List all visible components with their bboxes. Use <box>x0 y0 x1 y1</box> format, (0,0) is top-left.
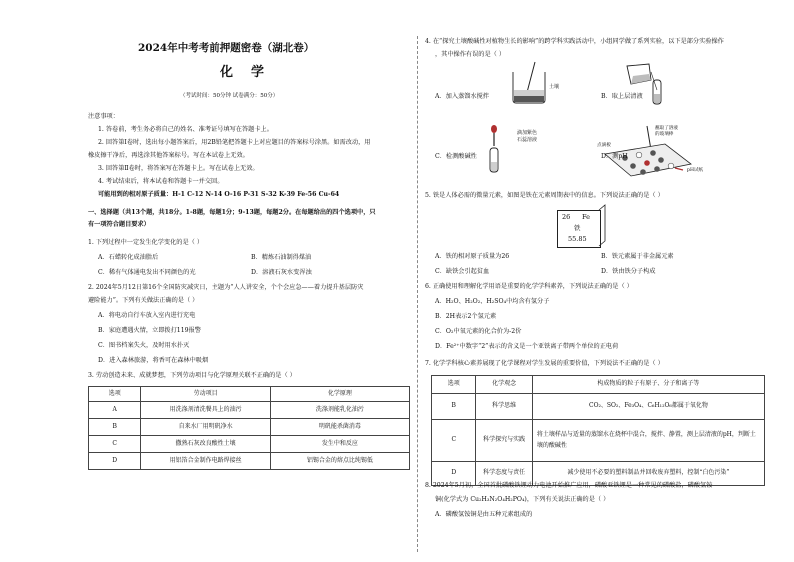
table-cell: B <box>89 419 141 436</box>
table-cell: 撒熟石灰改良酸性土壤 <box>141 436 270 453</box>
q5-stem: 5. 铁是人体必需的微量元素，如图是铁在元素周期表中的信息。下列说法正确的是（ ） <box>425 192 664 199</box>
table-cell: 将土壤样品与适量的蒸馏水在烧杯中混合，搅拌、静置，测上层清液的pH，判断土壤的酸碱性 <box>532 420 764 462</box>
q7-header-concept: 化学观念 <box>476 376 532 394</box>
q2-option-a: A．将电动自行车放入室内进行充电 <box>98 312 196 319</box>
q3-table <box>88 386 410 470</box>
note-3: 3. 回答第Ⅱ卷时，将答案写在答题卡上。写在试卷上无效。 <box>98 165 259 172</box>
q3-stem: 3. 劳动创造未来、成就梦想，下列劳动项目与化学原理关联不正确的是（ ） <box>88 372 296 379</box>
table-cell: 科学探究与实践 <box>476 420 532 462</box>
q5-option-c: C．缺铁会引起贫血 <box>435 268 490 275</box>
q8-stem-cont: 铜(化学式为 Cu₂H₃N₂O₄H₂PO₄)，下列有关说法正确的是（ ） <box>435 496 610 503</box>
table-cell: 科学态度与责任 <box>476 462 532 486</box>
table-cell: 明矾能杀菌消毒 <box>270 419 409 436</box>
q5-option-b: B．铁元素属于非金属元素 <box>601 253 674 260</box>
element-name: 铁 <box>574 224 581 232</box>
q6-option-d: D．Fe²⁺中数字“2”表示的含义是一个亚铁离子带两个单位的正电荷 <box>435 343 619 350</box>
table-cell: 科学思维 <box>476 394 532 420</box>
table-cell: C <box>89 436 141 453</box>
section1-heading-cont: 有一项符合题目要求） <box>88 221 150 228</box>
q2-option-b: B．家庭遭遇火情，立即拨打119报警 <box>98 327 201 334</box>
table-cell: A <box>89 402 141 419</box>
section1-heading: 一、选择题（共13个题，共18分。1-8题，每题1分；9-13题，每题2分。在每题给出的四个选项中，只 <box>88 209 376 216</box>
notes-heading: 注意事项： <box>88 113 119 120</box>
q2-stem: 2. 2024年5月12日第16个全国防灾减灾日，主题为“人人讲安全，个个会应急——着力提升基层防灾 <box>88 284 364 291</box>
q6-option-a: A．H₂O、H₂O₂、H₂SO₄中均含有氢分子 <box>435 298 550 305</box>
q1-option-b: B．精炼石油制得煤油 <box>251 254 312 261</box>
table-row <box>432 394 765 420</box>
q4-option-a: A．加入蒸馏水搅拌 <box>435 93 489 100</box>
table-cell: C <box>432 420 476 462</box>
ph-paper-label: pH试纸 <box>687 168 704 173</box>
exam-title: 2024年中考考前押题密卷（湖北卷） <box>138 42 315 54</box>
q4-option-d: D．测pH <box>601 153 628 160</box>
dropper-rod-label: 蘸取了溶液 的玻璃棒 <box>655 126 678 137</box>
q6-option-c: C．O₂中氧元素的化合价为-2价 <box>435 328 522 335</box>
element-card-depth <box>599 205 609 247</box>
q1-option-c: C．稀有气体通电发出不同颜色的光 <box>98 269 196 276</box>
table-row <box>89 419 410 436</box>
q3-header-option: 选项 <box>89 387 141 402</box>
table-row <box>89 402 410 419</box>
table-cell: D <box>432 462 476 486</box>
beaker-stirring-illustration <box>505 62 565 104</box>
q2-stem-cont: 避险能力”。下列有关做法正确的是（ ） <box>88 297 199 304</box>
note-2-cont: 橡皮擦干净后，再选涂其他答案标号。写在本试卷上无效。 <box>88 152 249 159</box>
q5-option-d: D．铁由铁分子构成 <box>601 268 656 275</box>
table-cell: D <box>89 453 141 470</box>
element-symbol: Fe <box>582 213 591 221</box>
spot-plate-label: 点滴板 <box>597 143 611 148</box>
q8-option-a: A．磷酸氢铵铜是由五种元素组成的 <box>435 511 533 518</box>
table-row <box>89 453 410 470</box>
dropper-tube-illustration <box>485 124 515 174</box>
q1-option-d: D．溶液石灰水变浑浊 <box>251 269 312 276</box>
q4-option-b: B．取上层清液 <box>601 93 643 100</box>
subject-title: 化学 <box>220 65 283 80</box>
table-cell: B <box>432 394 476 420</box>
q1-stem: 1. 下列过程中一定发生化学变化的是（ ） <box>88 239 204 246</box>
column-divider <box>417 36 418 552</box>
soil-label: 土壤 <box>549 84 560 90</box>
table-cell: 自来水厂用明矾净水 <box>141 419 270 436</box>
q2-option-c: C．图书档案失火，及时用水扑灭 <box>98 342 190 349</box>
q3-header-principle: 化学原理 <box>270 387 409 402</box>
table-cell: 减少使用不必要的塑料制品并回收废弃塑料，控制“白色污染” <box>532 462 764 486</box>
indicator-label: 滴加紫色 石蕊溶液 <box>517 130 538 143</box>
q6-stem: 6. 正确使用和理解化学用语是重要的化学学科素养，下列说法正确的是（ ） <box>425 283 633 290</box>
table-row <box>432 420 765 462</box>
note-2: 2. 回答第Ⅰ卷时，选出每小题答案后，用2B铅笔把答题卡上对应题目的答案标号涂黑。如需改动，用 <box>98 139 371 146</box>
table-cell: 用铝箔合金制作电路焊接丝 <box>141 453 270 470</box>
table-cell: 用洗涤剂清洗餐具上的油污 <box>141 402 270 419</box>
q8-stem: 8. 2024年5月初，全国首批磷酸铁锂动力电池开始推广应用，磷酸亚铁锂是一种常见的磷酸盐，磷酸氢铵 <box>425 482 713 489</box>
q4-option-c: C．检测酸碱性 <box>435 153 477 160</box>
atomic-number: 26 <box>562 213 571 221</box>
q1-option-a: A．石蜡转化成油脂后 <box>98 254 159 261</box>
table-cell: 发生中和反应 <box>270 436 409 453</box>
atomic-masses: 可能用到的相对原子质量：H-1 C-12 N-14 O-16 P-31 S-32 K-39 Fe-56 Cu-64 <box>98 191 340 198</box>
atomic-mass: 55.85 <box>568 235 587 243</box>
q7-header-option: 选项 <box>432 376 476 394</box>
note-1: 1. 答卷前，考生务必将自己的姓名、准考证号填写在答题卡上。 <box>98 126 273 133</box>
q6-option-b: B．2H表示2个氢元素 <box>435 313 497 320</box>
periodic-element-card <box>557 210 601 248</box>
note-4: 4. 考试结束后，将本试卷和答题卡一并交回。 <box>98 178 224 185</box>
exam-info: （考试时间：50分钟 试卷满分：50分） <box>180 93 279 99</box>
table-cell: CO₂、SO₂、Fe₃O₄、C₆H₁₂O₆都属于氧化物 <box>532 394 764 420</box>
table-row <box>89 436 410 453</box>
q5-option-a: A．铁的相对原子质量为26 <box>435 253 510 260</box>
q4-stem: 4. 在“探究土壤酸碱性对植物生长的影响”的跨学科实践活动中，小组同学做了系列实验，以下是部分实验操作 <box>425 38 724 45</box>
table-cell: 洗涤剂能乳化油污 <box>270 402 409 419</box>
q7-header-content: 构成物质的粒子有原子、分子和离子等 <box>532 376 764 394</box>
q4-stem-cont: ，其中操作有误的是（ ） <box>435 51 506 58</box>
q7-stem: 7. 化学学科核心素养展现了化学课程对学生发展的重要价值，下列说法不正确的是（ ） <box>425 360 664 367</box>
q3-header-project: 劳动项目 <box>141 387 270 402</box>
q7-table <box>431 375 765 486</box>
q2-option-d: D．进入森林旅游，将香可在森林中吸烟 <box>98 357 209 364</box>
table-cell: 铝锡合金的熔点比纯锡低 <box>270 453 409 470</box>
